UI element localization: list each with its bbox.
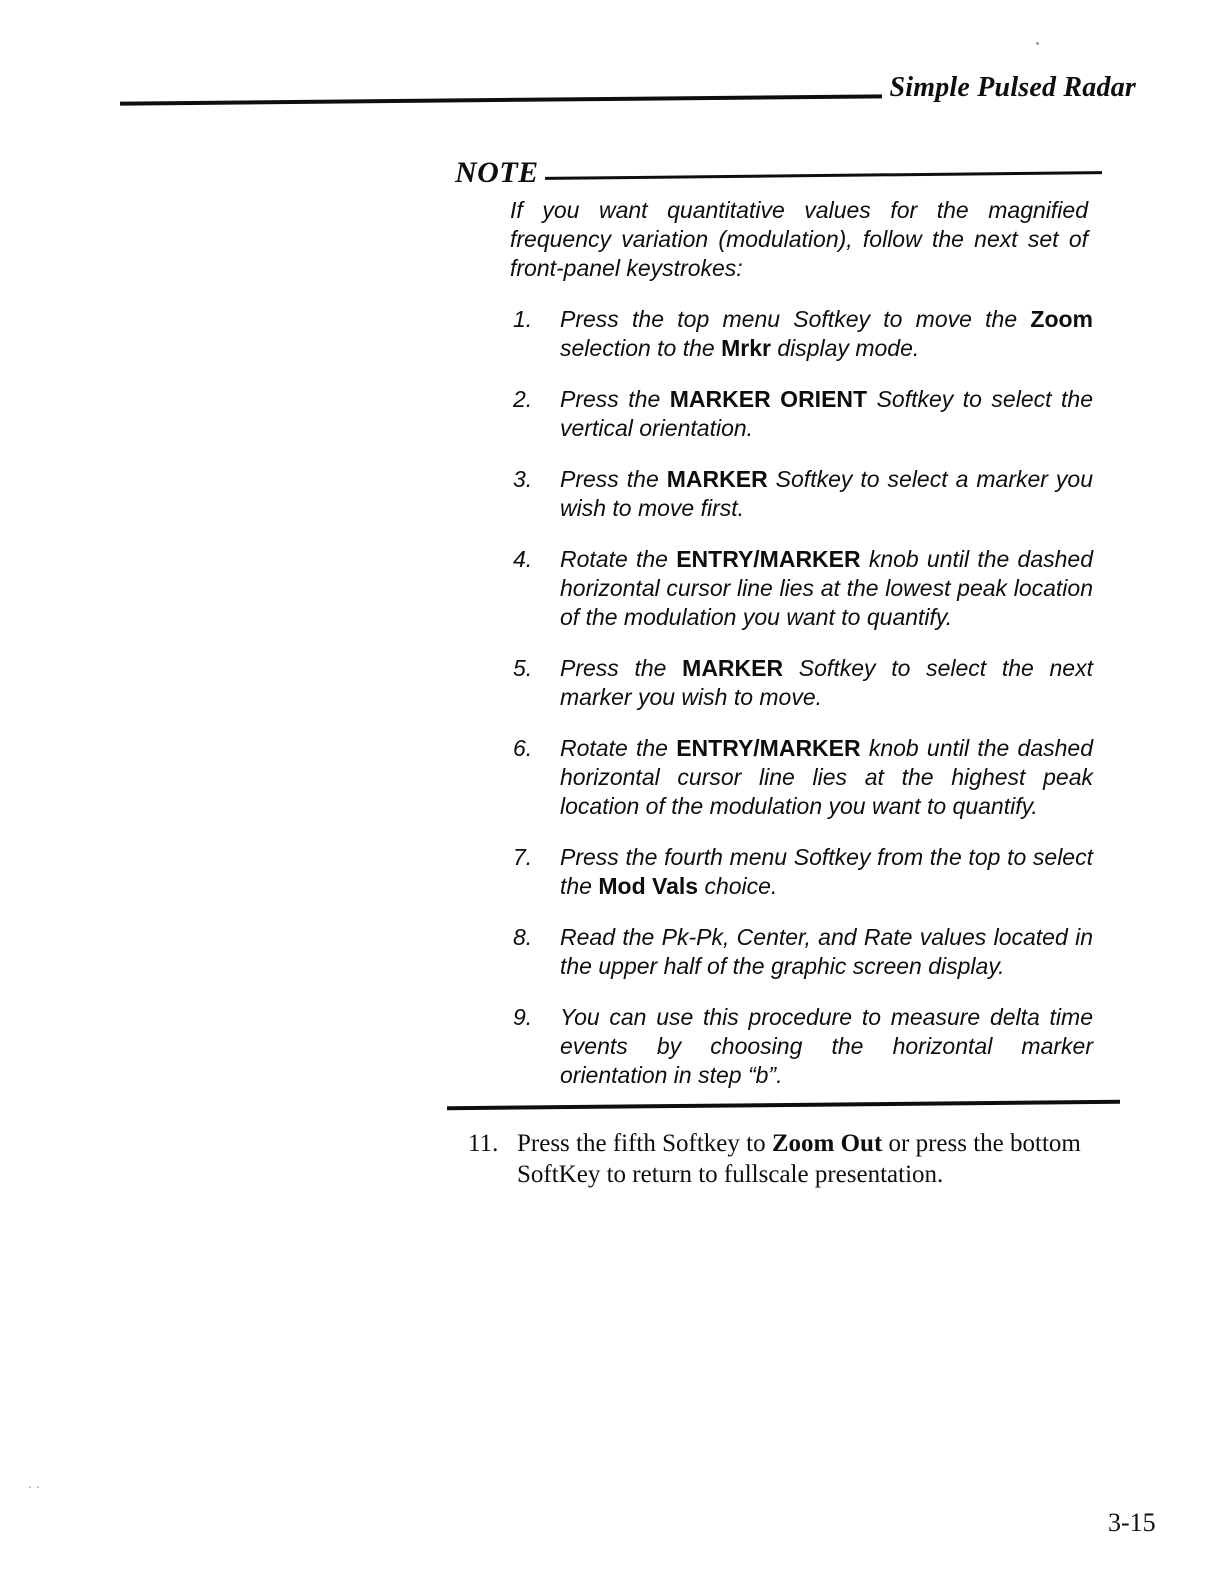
note-body (505, 196, 1093, 1090)
list-item (505, 654, 1093, 712)
note-top-rule (545, 171, 1102, 180)
step-number: 8. (513, 924, 533, 950)
list-item (505, 734, 1093, 821)
scan-artifact-speck (1036, 42, 1039, 45)
step-text: Press the MARKER Softkey to select a marker you wish to move first. (560, 466, 1093, 521)
header-rule (120, 94, 882, 105)
step-text: Rotate the ENTRY/MARKER knob until the dashed horizontal cursor line lies at the lowest peak location of the modulation you want to quantify. (560, 546, 1093, 630)
list-item (505, 545, 1093, 632)
main-step-list (468, 1128, 1116, 1190)
list-item (505, 923, 1093, 981)
step-text: Press the fifth Softkey to Zoom Out or press the bottom SoftKey to return to fullscale presentation. (517, 1130, 1081, 1188)
step-text: Read the Pk-Pk, Center, and Rate values located in the upper half of the graphic screen display. (560, 924, 1093, 979)
step-number: 1. (513, 306, 533, 332)
list-item (505, 385, 1093, 443)
step-text: Press the MARKER ORIENT Softkey to select the vertical orientation. (560, 386, 1093, 441)
step-number: 2. (513, 386, 533, 412)
step-text: Press the top menu Softkey to move the Zoom selection to the Mrkr display mode. (560, 306, 1093, 361)
step-text: Press the fourth menu Softkey from the top to select the Mod Vals choice. (560, 844, 1093, 899)
page-number: 3-15 (1108, 1508, 1156, 1537)
list-item (505, 305, 1093, 363)
note-label: NOTE (455, 156, 539, 189)
list-item (505, 843, 1093, 901)
step-number: 4. (513, 546, 533, 572)
step-number: 9. (513, 1004, 533, 1030)
step-text: Rotate the ENTRY/MARKER knob until the dashed horizontal cursor line lies at the highest peak location of the modulation you want to quantify. (560, 735, 1093, 819)
step-number: 5. (513, 655, 533, 681)
step-number: 7. (513, 844, 533, 870)
scan-artifact-dots: .. (27, 1480, 44, 1491)
step-number: 11. (468, 1130, 499, 1157)
list-item (505, 465, 1093, 523)
step-text: You can use this procedure to measure delta time events by choosing the horizontal marker orientation in step “b”. (560, 1004, 1093, 1088)
note-intro: If you want quantitative values for the magnified frequency variation (modulation), follow the next set of front-panel keystrokes: (510, 197, 1088, 281)
list-item (505, 1003, 1093, 1090)
step-text: Press the MARKER Softkey to select the next marker you wish to move. (560, 655, 1093, 710)
note-step-list (505, 305, 1093, 1090)
page-title: Simple Pulsed Radar (889, 72, 1136, 103)
step-number: 6. (513, 735, 533, 761)
step-number: 3. (513, 466, 533, 492)
note-bottom-rule (447, 1100, 1120, 1110)
list-item (468, 1128, 1116, 1190)
